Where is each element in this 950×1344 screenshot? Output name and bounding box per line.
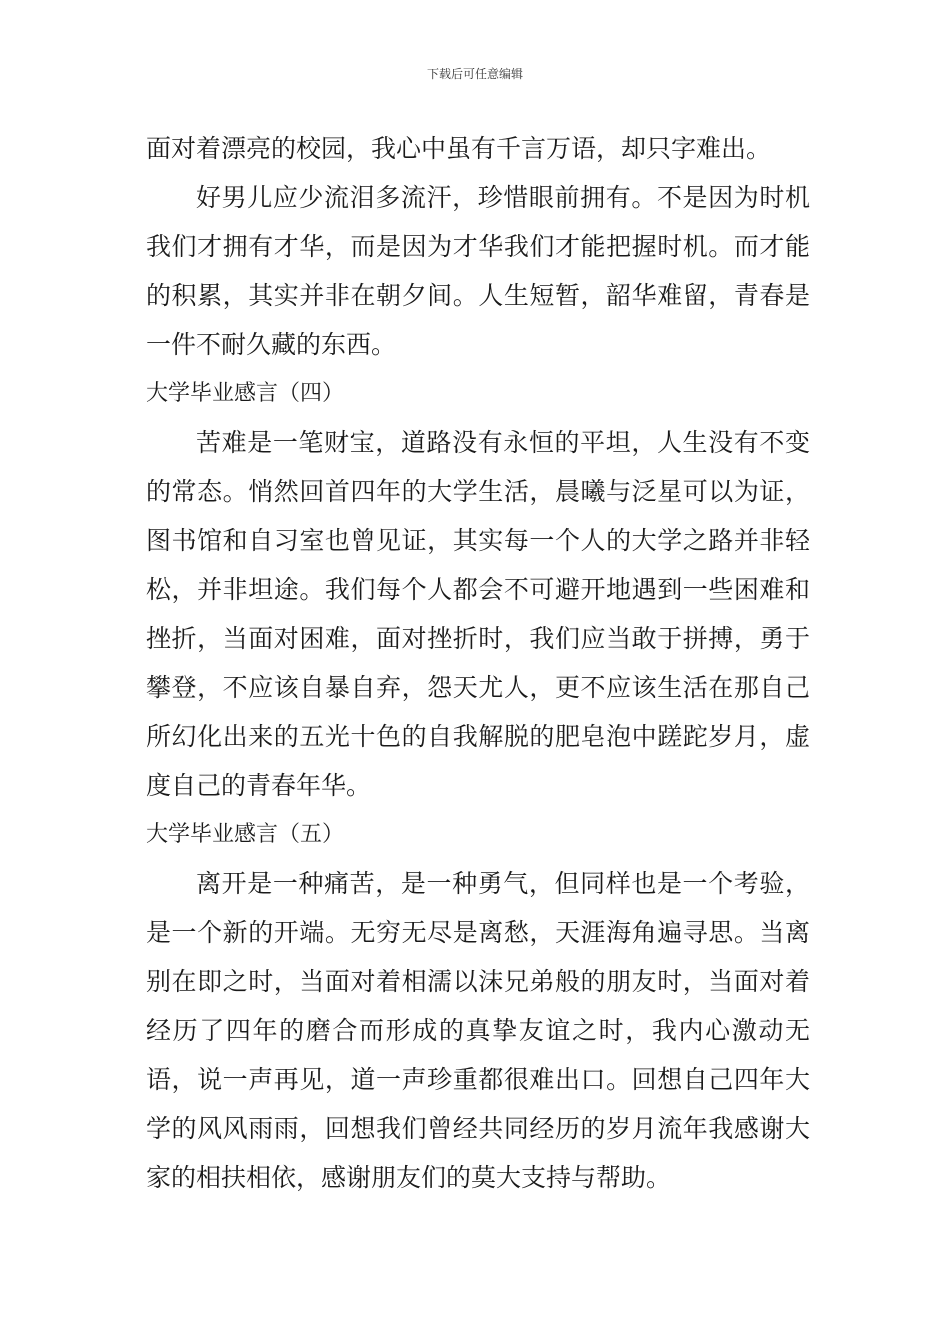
paragraph: 苦难是一笔财宝，道路没有永恒的平坦，人生没有不变的常态。悄然回首四年的大学生活，晨曦与泛星可以为证，图书馆和自习室也曾见证，其实每一个人的大学之路并非轻松，并非坦途。我们每个人都会不可避开地遇到一些困难和挫折，当面对困难，面对挫折时，我们应当敢于拼搏，勇于攀登，不应该自暴自弃，怨天尤人，更不应该生活在那自己所幻化出来的五光十色的自我解脱的肥皂泡中蹉跎岁月，虚度自己的青春年华。: [146, 428, 810, 800]
paragraph: 面对着漂亮的校园，我心中虽有千言万语，却只字难出。: [146, 134, 772, 163]
section-heading: 大学毕业感言（五）: [146, 822, 345, 847]
paragraph: 离开是一种痛苦，是一种勇气，但同样也是一个考验，是一个新的开端。无穷无尽是离愁，天涯海角遍寻思。当离别在即之时，当面对着相濡以沫兄弟般的朋友时，当面对着经历了四年的磨合而形成的真挚友谊之时，我内心激动无语，说一声再见，道一声珍重都很难出口。回想自己四年大学的风风雨雨，回想我们曾经共同经历的岁月流年我感谢大家的相扶相依，感谢朋友们的莫大支持与帮助。: [146, 869, 810, 1192]
document-body: [146, 124, 810, 1202]
paragraph: 好男儿应少流泪多流汗，珍惜眼前拥有。不是因为时机我们才拥有才华，而是因为才华我们才能把握时机。而才能的积累，其实并非在朝夕间。人生短暂，韶华难留，青春是一件不耐久藏的东西。: [146, 183, 810, 359]
section-heading: 大学毕业感言（四）: [146, 381, 345, 406]
page-header: 下载后可任意编辑: [426, 67, 523, 81]
